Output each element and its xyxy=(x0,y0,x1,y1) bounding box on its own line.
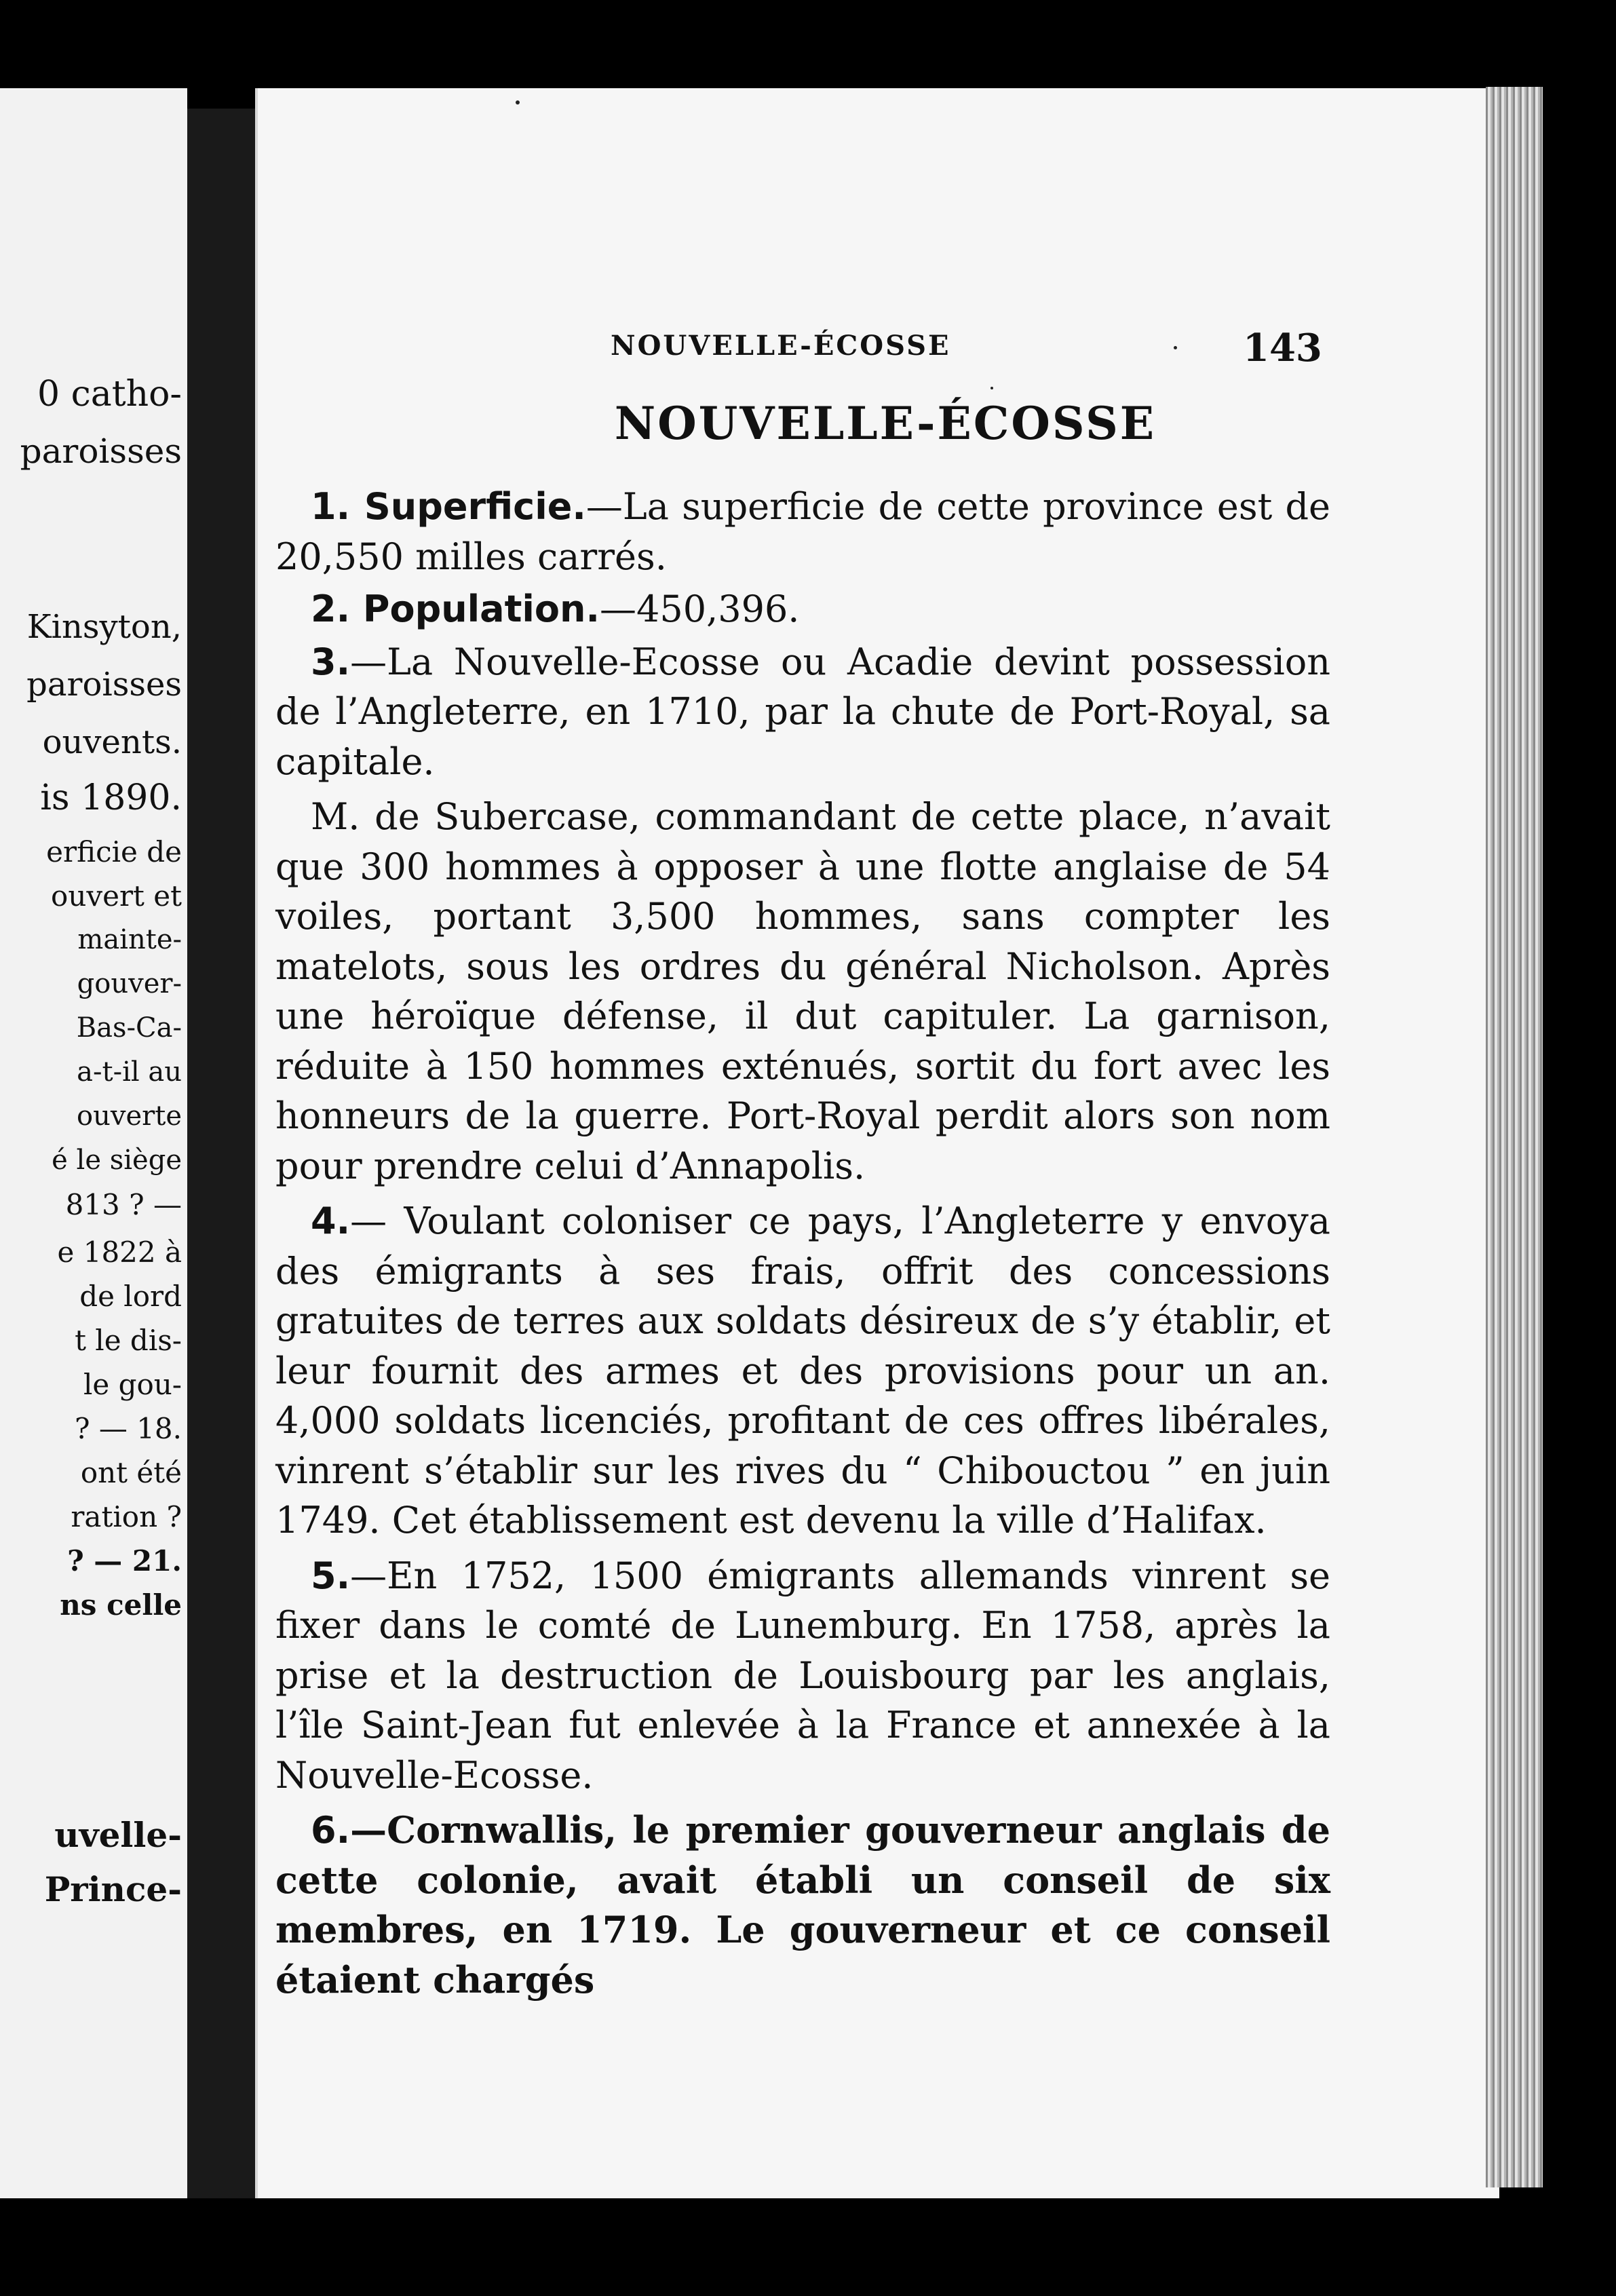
paragraph-lead: 2. Population. xyxy=(311,588,600,630)
paragraph-population xyxy=(275,584,1330,634)
paragraph-superficie xyxy=(275,482,1330,581)
left-page-fragment: le gou- xyxy=(83,1368,182,1401)
page-number: 143 xyxy=(1243,326,1322,370)
chapter-title: NOUVELLE-ÉCOSSE xyxy=(614,397,1157,450)
facing-left-page xyxy=(0,88,187,2198)
left-page-fragment: Bas-Ca- xyxy=(76,1012,182,1044)
book-page xyxy=(255,88,1499,2198)
left-page-fragment: é le siège xyxy=(52,1145,182,1176)
left-page-fragment: e 1822 à xyxy=(57,1236,182,1269)
paragraph-text: M. de Subercase, commandant de cette place, n’avait que 300 hommes à opposer à une flotte anglaise de 54 voiles, portant 3,500 hommes, sans compter les matelots, sous les ordres du général Nicholson. Après une héroïque défense, il dut capituler. La garnison, réduite à 150 hommes exténués, sortit du fort avec les honneurs de la guerre. Port-Royal perdit alors son nom pour prendre celui d’Annapolis. xyxy=(275,795,1330,1187)
left-page-fragment: 813 ? — xyxy=(65,1188,182,1221)
left-page-fragment: paroisses xyxy=(26,666,182,704)
left-page-fragment: uvelle- xyxy=(54,1815,182,1855)
running-head xyxy=(258,326,1499,370)
left-page-fragment: mainte- xyxy=(77,924,182,955)
paragraph-text: —La Nouvelle-Ecosse ou Acadie devint possession de l’Angleterre, en 1710, par la chute de Port-Royal, sa capitale. xyxy=(275,640,1330,783)
paragraph-3 xyxy=(275,637,1330,787)
left-page-fragment: ouvents. xyxy=(42,723,182,761)
paragraph-text: —En 1752, 1500 émigrants allemands vinrent se fixer dans le comté de Lunemburg. En 1758, après la prise et la destruction de Louisbourg par les anglais, l’île Saint-Jean fut enlevée à la France et annexée à la Nouvelle-Ecosse. xyxy=(275,1554,1330,1797)
left-page-fragment: Kinsyton, xyxy=(26,608,182,646)
left-page-fragment: ouvert et xyxy=(51,879,182,913)
left-page-fragment: paroisses xyxy=(20,432,182,471)
left-page-fragment: ? — 21. xyxy=(67,1544,182,1577)
left-page-fragment: erficie de xyxy=(46,835,182,868)
page-edge-stack xyxy=(1486,87,1543,2187)
left-page-fragment: a-t-il au xyxy=(77,1056,182,1088)
running-title: NOUVELLE-ÉCOSSE xyxy=(611,330,951,362)
paragraph-text: — Voulant coloniser ce pays, l’Angleterre y envoya des émigrants à ses frais, offrit des concessions gratuites de terres aux soldats désireux de s’y établir, et leur fournit des armes et des provisions pour un an. 4,000 soldats licenciés, profitant de ces offres libérales, vinrent s’établir sur les rives du “ Chibouctou ” en juin 1749. Cet établissement est devenu la ville d’Halifax. xyxy=(275,1200,1330,1542)
paragraph-lead: 6. xyxy=(311,1809,351,1852)
left-page-fragment: ont été xyxy=(80,1456,182,1489)
left-page-fragment: t le dis- xyxy=(75,1324,182,1357)
left-page-fragment: ration ? xyxy=(71,1500,182,1533)
paragraph-lead: 5. xyxy=(311,1554,351,1597)
left-page-fragment: is 1890. xyxy=(40,778,182,818)
body-text xyxy=(275,482,1330,2010)
paragraph-text: —450,396. xyxy=(600,588,800,630)
paragraph-lead: 3. xyxy=(311,640,351,683)
paragraph-3-continued xyxy=(275,792,1330,1191)
left-page-fragment: ? — 18. xyxy=(74,1412,182,1445)
left-page-fragment: gouver- xyxy=(77,968,182,999)
paragraph-lead: 1. Superficie. xyxy=(311,485,586,528)
left-page-fragment: Prince- xyxy=(44,1869,182,1909)
left-page-fragment: de lord xyxy=(79,1280,182,1313)
paragraph-5 xyxy=(275,1551,1330,1801)
paragraph-text: —Cornwallis, le premier gouverneur anglais de cette colonie, avait établi un conseil de six membres, en 1719. Le gouverneur et ce conseil étaient chargés xyxy=(275,1808,1330,2002)
paragraph-text: —La superficie de cette province est de 20,550 milles carrés. xyxy=(275,485,1330,578)
left-page-fragment: 0 catho- xyxy=(37,374,182,415)
left-page-fragment: ouverte xyxy=(77,1101,182,1132)
paragraph-lead: 4. xyxy=(311,1200,351,1242)
paragraph-4 xyxy=(275,1196,1330,1546)
left-page-fragment: ns celle xyxy=(60,1588,182,1622)
paragraph-6 xyxy=(275,1805,1330,2005)
book-gutter xyxy=(187,109,255,2198)
